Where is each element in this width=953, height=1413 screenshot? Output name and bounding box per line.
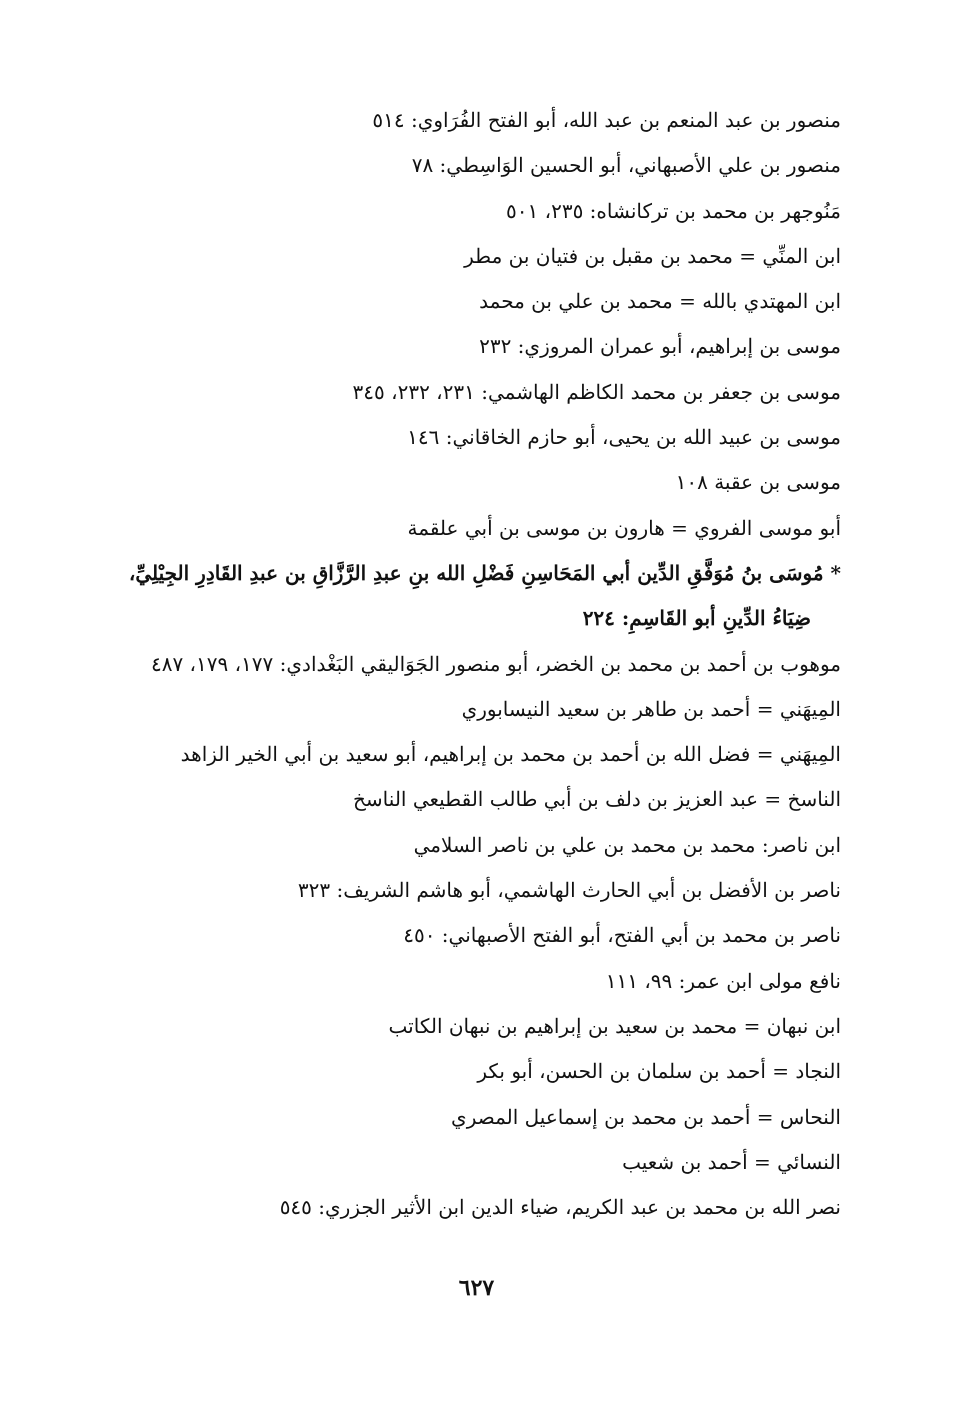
index-entry: الناسخ = عبد العزيز بن دلف بن أبي طالب القطيعي الناسخ <box>353 787 841 812</box>
index-entry: منصور بن عبد المنعم بن عبد الله، أبو الفتح الفُرَاوي: ٥١٤ <box>372 108 841 132</box>
index-entry: موهوب بن أحمد بن محمد بن الخضر، أبو منصور الجَوَاليقي البَغْدادي: ١٧٧، ١٧٩، ٤٨٧ <box>150 651 841 676</box>
index-entry: ناصر بن الأفضل بن أبي الحارث الهاشمي، أبو هاشم الشريف: ٣٢٣ <box>297 878 841 903</box>
index-entry: ابن المهتدي بالله = محمد بن علي بن محمد <box>479 289 841 314</box>
index-entry: ناصر بن محمد بن أبي الفتح، أبو الفتح الأصبهاني: ٤٥٠ <box>403 923 841 948</box>
index-entry-featured: * مُوسَى بنُ مُوَفَّقِ الدِّين أبي المَحَاسِنِ فَضْلِ الله بنِ عبدِ الرَّزَّاقِ بن عبدِ القَادِرِ الجِيْلِيِّ، ضِيَاءُ الدِّينِ أبو القَاسِمِ: ٢٢٤ <box>128 560 841 631</box>
index-entry: نصر الله بن محمد بن عبد الكريم، ضياء الدين ابن الأثير الجزري: ٥٤٥ <box>279 1195 841 1220</box>
index-entry: موسى بن جعفر بن محمد الكاظم الهاشمي: ٢٣١، ٢٣٢، ٣٤٥ <box>352 379 841 404</box>
index-entry: ابن المنِّي = محمد بن مقبل بن فتيان بن مطر <box>464 243 841 268</box>
index-entry: موسى بن إبراهيم، أبو عمران المروزي: ٢٣٢ <box>479 334 841 359</box>
index-list <box>121 98 841 1230</box>
index-entry: النجاد = أحمد بن سلمان بن الحسن، أبو بكر <box>477 1059 841 1084</box>
index-entry: نافع مولى ابن عمر: ٩٩، ١١١ <box>605 968 841 993</box>
index-entry: منصور بن علي الأصبهاني، أبو الحسين الوَاسِطي: ٧٨ <box>411 153 841 178</box>
index-entry: النحاس = أحمد بن محمد بن إسماعيل المصري <box>451 1104 841 1129</box>
index-entry: المِيهَني = أحمد بن طاهر بن سعيد النيسابوري <box>461 696 841 721</box>
index-entry: موسى بن عبيد الله بن يحيى، أبو حازم الخاقاني: ١٤٦ <box>407 425 841 450</box>
index-entry: أبو موسى الفروي = هارون بن موسى بن أبي علقمة <box>407 515 841 540</box>
index-entry: مَنُوجهر بن محمد بن تركانشاه: ٢٣٥، ٥٠١ <box>506 198 841 223</box>
index-entry: ابن نبهان = محمد بن سعيد بن إبراهيم بن نبهان الكاتب <box>388 1013 841 1038</box>
index-entry: موسى بن عقبة ١٠٨ <box>675 470 841 495</box>
index-entry: ابن ناصر: محمد بن محمد بن علي بن ناصر السلامي <box>413 832 841 857</box>
index-entry: المِيهَني = فضل الله بن أحمد بن محمد بن إبراهيم، أبو سعيد بن أبي الخير الزاهد <box>180 742 841 767</box>
index-entry: النسائي = أحمد بن شعيب <box>622 1149 841 1174</box>
page-number: ٦٢٧ <box>458 1275 495 1301</box>
